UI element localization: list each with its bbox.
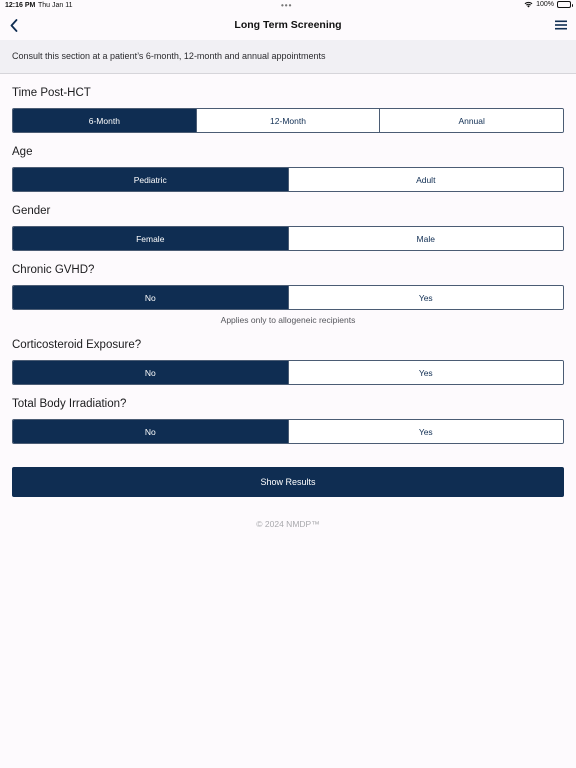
page-title: Long Term Screening xyxy=(234,19,342,31)
status-date: Thu Jan 11 xyxy=(38,2,73,9)
time-option-12-month[interactable]: 12-Month xyxy=(196,109,380,132)
gender-selector xyxy=(12,226,564,251)
gender-option-male[interactable]: Male xyxy=(288,227,564,250)
chronic-gvhd-selector xyxy=(12,285,564,310)
battery-percent: 100% xyxy=(536,1,554,8)
battery-icon xyxy=(557,1,571,8)
wifi-icon xyxy=(524,1,533,8)
status-right xyxy=(524,1,571,8)
time-post-hct-selector xyxy=(12,108,564,133)
cortico-option-no[interactable]: No xyxy=(13,361,288,384)
age-option-pediatric[interactable]: Pediatric xyxy=(13,168,288,191)
gvhd-option-no[interactable]: No xyxy=(13,286,288,309)
intro-text: Consult this section at a patient’s 6-month, 12-month and annual appointments xyxy=(12,51,326,61)
gender-option-female[interactable]: Female xyxy=(13,227,288,250)
age-selector xyxy=(12,167,564,192)
menu-button[interactable] xyxy=(554,18,568,32)
age-label: Age xyxy=(12,146,33,158)
hamburger-menu-icon xyxy=(555,20,567,30)
tbi-selector xyxy=(12,419,564,444)
corticosteroid-label: Corticosteroid Exposure? xyxy=(12,339,142,351)
copyright-text: © 2024 NMDP™ xyxy=(256,519,320,529)
intro-banner xyxy=(0,40,576,74)
gvhd-option-yes[interactable]: Yes xyxy=(288,286,564,309)
show-results-button[interactable]: Show Results xyxy=(12,467,564,497)
cortico-option-yes[interactable]: Yes xyxy=(288,361,564,384)
age-option-adult[interactable]: Adult xyxy=(288,168,564,191)
time-option-6-month[interactable]: 6-Month xyxy=(13,109,196,132)
nav-bar xyxy=(0,12,576,40)
time-option-annual[interactable]: Annual xyxy=(379,109,563,132)
time-post-hct-label: Time Post-HCT xyxy=(12,87,91,99)
multitasking-dots-icon[interactable]: ••• xyxy=(281,1,293,10)
chronic-gvhd-label: Chronic GVHD? xyxy=(12,264,95,276)
tbi-label: Total Body Irradiation? xyxy=(12,398,127,410)
gvhd-note: Applies only to allogeneic recipients xyxy=(220,315,356,325)
status-time: 12:16 PM xyxy=(5,2,36,9)
status-bar xyxy=(0,0,576,12)
tbi-option-yes[interactable]: Yes xyxy=(288,420,564,443)
gender-label: Gender xyxy=(12,205,51,217)
tbi-option-no[interactable]: No xyxy=(13,420,288,443)
corticosteroid-selector xyxy=(12,360,564,385)
